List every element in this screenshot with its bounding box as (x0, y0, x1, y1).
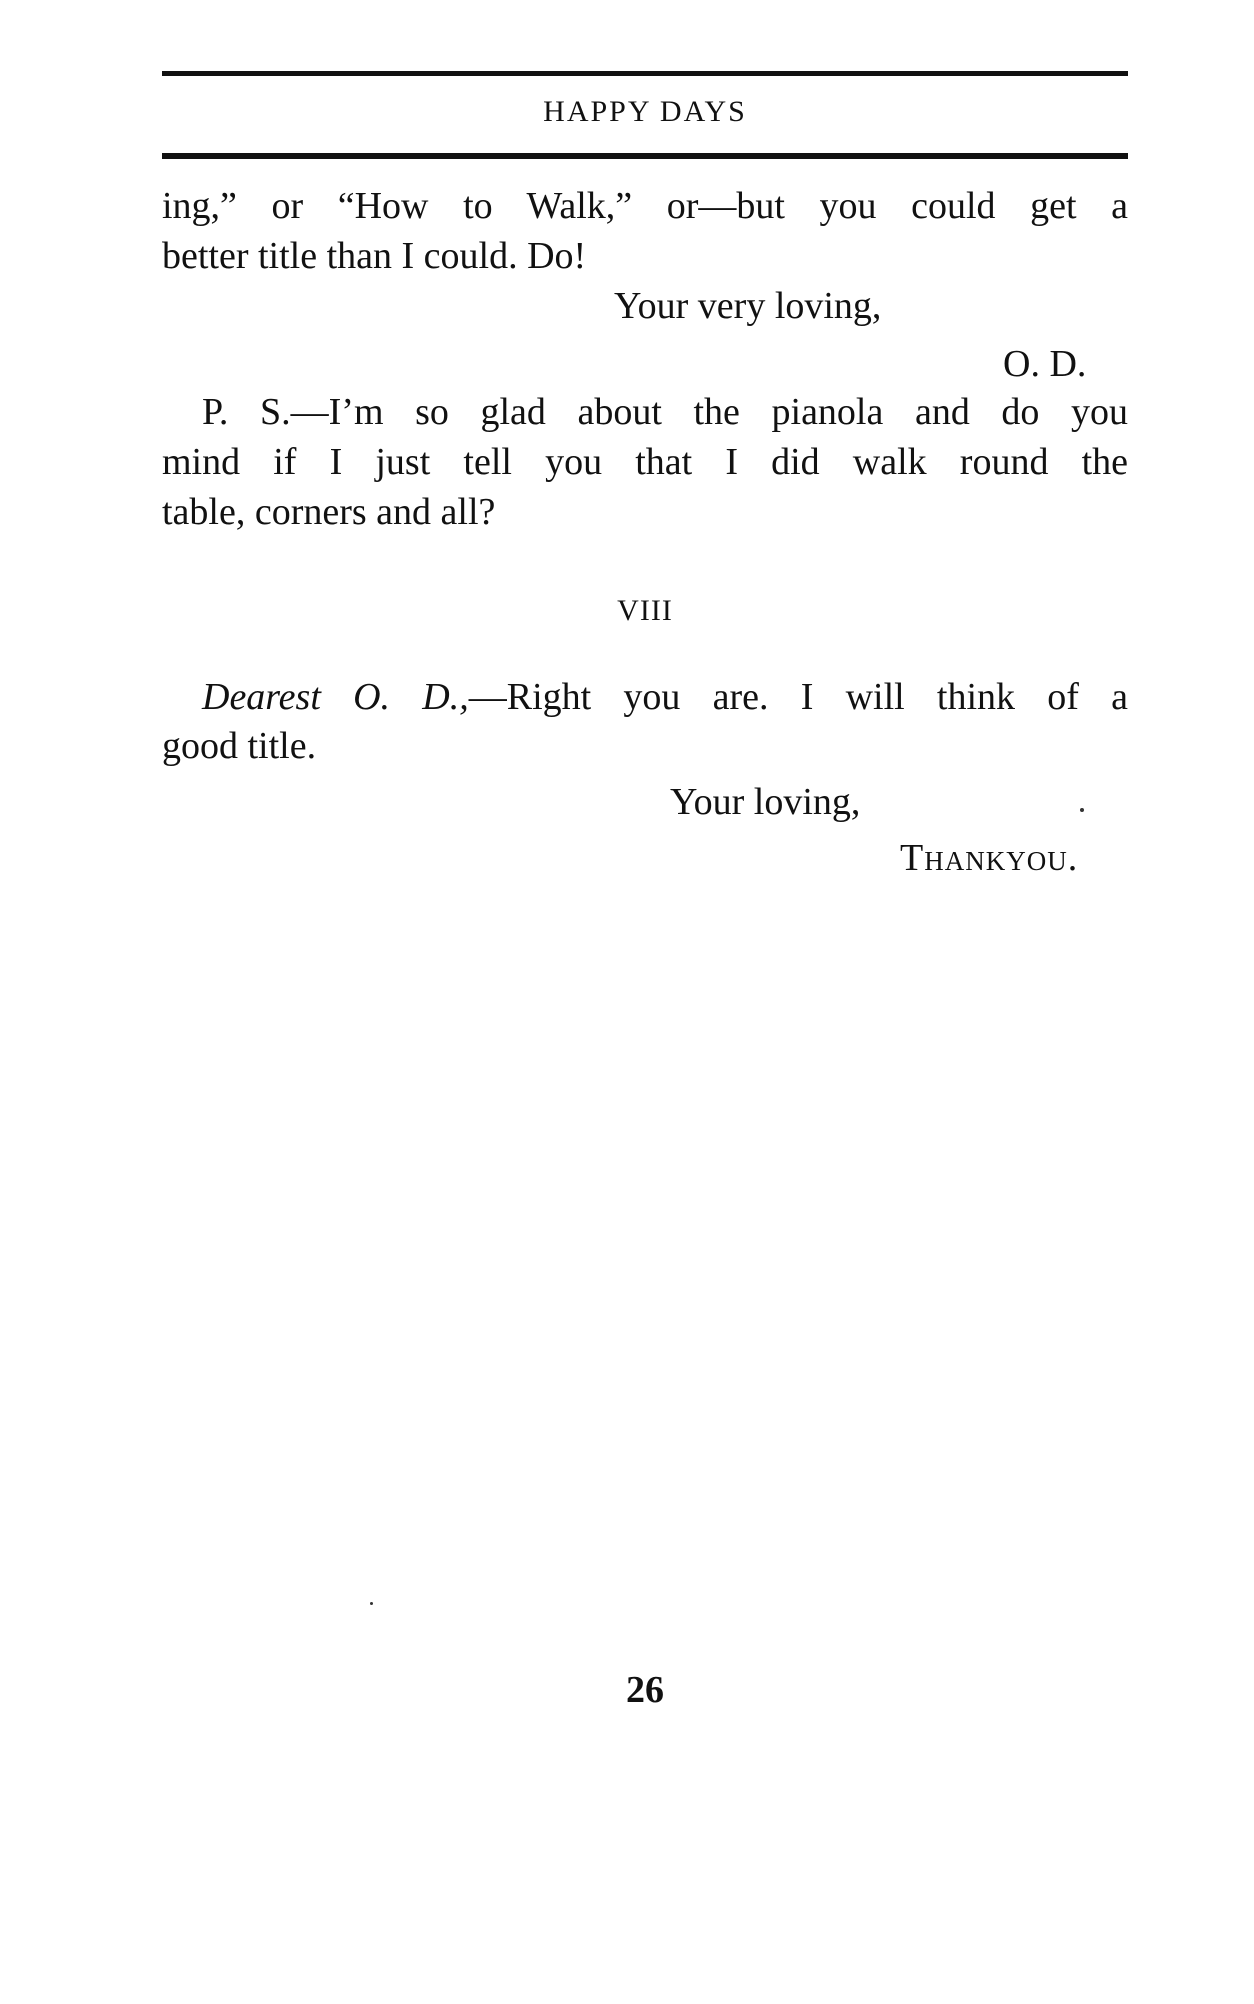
header-bottom-rule (162, 153, 1128, 159)
postscript-line: P. S.—I’m so glad about the pianola and do you (202, 391, 1128, 433)
letter-text: —Right you are. I will think of a (468, 676, 1128, 718)
letter-signature: O. D. (1003, 343, 1087, 385)
postscript-line: mind if I just tell you that I did walk round the (162, 441, 1128, 483)
letter-closing: Your very loving, (614, 285, 882, 327)
running-head: HAPPY DAYS (543, 95, 747, 128)
letter-text-line: better title than I could. Do! (162, 235, 587, 277)
letter-salutation: Dearest O. D., (202, 676, 469, 718)
letter-signature: Thankyou. (900, 837, 1079, 879)
letter-text-line: good title. (162, 725, 317, 767)
letter-opening-line (202, 674, 1128, 720)
header-top-rule (162, 71, 1128, 76)
letter-closing: Your loving, (670, 781, 861, 823)
postscript-line: table, corners and all? (162, 491, 496, 533)
print-speck (370, 1602, 373, 1605)
page-number: 26 (626, 1669, 664, 1711)
print-speck (1080, 808, 1084, 812)
letter-text-line: ing,” or “How to Walk,” or—but you could get a (162, 185, 1128, 227)
letter-number: VIII (617, 594, 673, 627)
